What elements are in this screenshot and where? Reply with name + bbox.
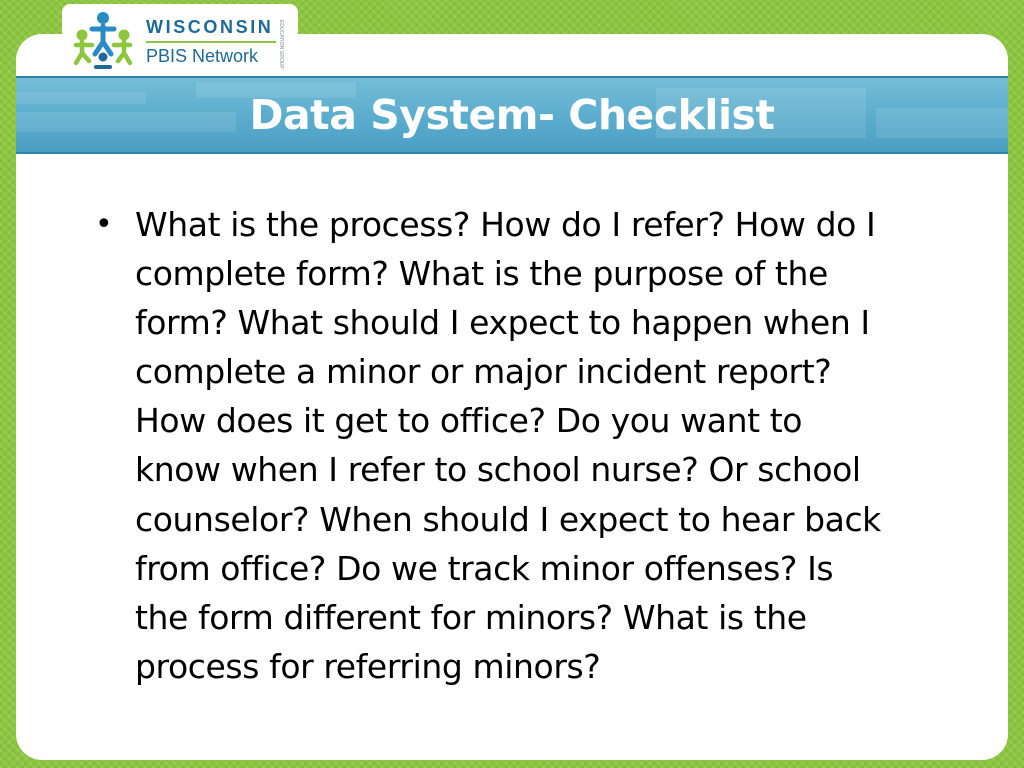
bullet-text-line: counselor? When should I expect to hear back — [135, 499, 881, 539]
bullet-text-line: the form different for minors? What is the — [135, 597, 807, 637]
bullet-text-line: from office? Do we track minor offenses? Is — [135, 548, 834, 588]
bullet-text-line: complete form? What is the purpose of the — [135, 254, 828, 294]
bullet-list — [95, 200, 995, 691]
bullet-item — [95, 200, 995, 691]
bullet-text-line: How does it get to office? Do you want to — [135, 401, 803, 441]
bullet-text-line: form? What should I expect to happen when I — [135, 303, 870, 343]
people-network-icon — [72, 9, 134, 71]
logo-fine-print: EDUCATION GROUP — [278, 20, 284, 69]
logo-wordmark-network: PBIS Network — [146, 46, 259, 66]
title-banner — [16, 76, 1008, 154]
slide-title: Data System- Checklist — [249, 91, 775, 139]
logo-divider — [146, 41, 276, 43]
wisconsin-pbis-logo — [62, 4, 298, 74]
bullet-text-line: know when I refer to school nurse? Or school — [135, 450, 861, 490]
bullet-text-line: process for referring minors? — [135, 646, 601, 686]
logo-wordmark-wisconsin: WISCONSIN — [146, 17, 274, 37]
bullet-text-line: What is the process? How do I refer? How do I — [135, 205, 876, 244]
bullet-marker: • — [95, 207, 113, 242]
bullet-text-line: complete a minor or major incident report? — [135, 352, 832, 392]
